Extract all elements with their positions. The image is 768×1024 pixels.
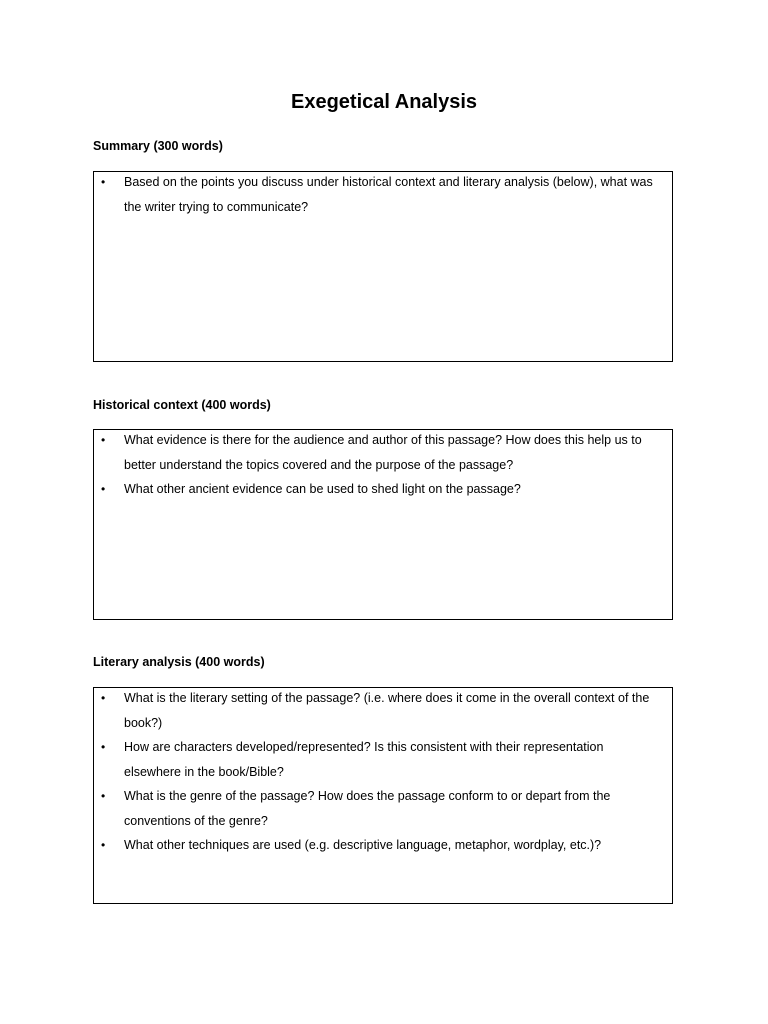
list-item (94, 686, 672, 735)
bullet-text: What other techniques are used (e.g. descriptive language, metaphor, wordplay, etc.)? (124, 838, 602, 852)
bullet-icon: • (101, 433, 106, 447)
bullet-icon: • (101, 482, 106, 496)
bullet-icon: • (101, 175, 106, 189)
bullet-icon: • (101, 691, 106, 705)
bullet-text: What evidence is there for the audience and author of this passage? How does this help us to better understand the topics covered and the purpose of the passage? (124, 433, 642, 472)
bullet-icon: • (101, 838, 106, 852)
bullet-text: What is the genre of the passage? How does the passage conform to or depart from the conventions of the genre? (124, 789, 611, 828)
list-item (94, 477, 672, 502)
bullet-text: What is the literary setting of the passage? (i.e. where does it come in the overall context of the book?) (124, 691, 650, 730)
summary-bullet-list (94, 170, 672, 219)
list-item (94, 735, 672, 784)
bullet-text: What other ancient evidence can be used to shed light on the passage? (124, 482, 521, 496)
literary-bullet-list (94, 686, 672, 858)
bullet-icon: • (101, 789, 106, 803)
bullet-text: How are characters developed/represented? Is this consistent with their representation elsewhere in the book/Bible? (124, 740, 604, 779)
list-item (94, 833, 672, 858)
literary-analysis-heading: Literary analysis (400 words) (93, 655, 265, 669)
bullet-text: Based on the points you discuss under historical context and literary analysis (below), what was the writer trying to communicate? (124, 175, 653, 214)
historical-context-heading: Historical context (400 words) (93, 398, 271, 412)
summary-box (93, 171, 673, 362)
list-item (94, 170, 672, 219)
page-title: Exegetical Analysis (290, 91, 478, 113)
historical-context-box (93, 429, 673, 620)
bullet-icon: • (101, 740, 106, 754)
literary-analysis-box (93, 687, 673, 904)
historical-bullet-list (94, 428, 672, 502)
summary-heading: Summary (300 words) (93, 139, 223, 153)
list-item (94, 784, 672, 833)
list-item (94, 428, 672, 477)
